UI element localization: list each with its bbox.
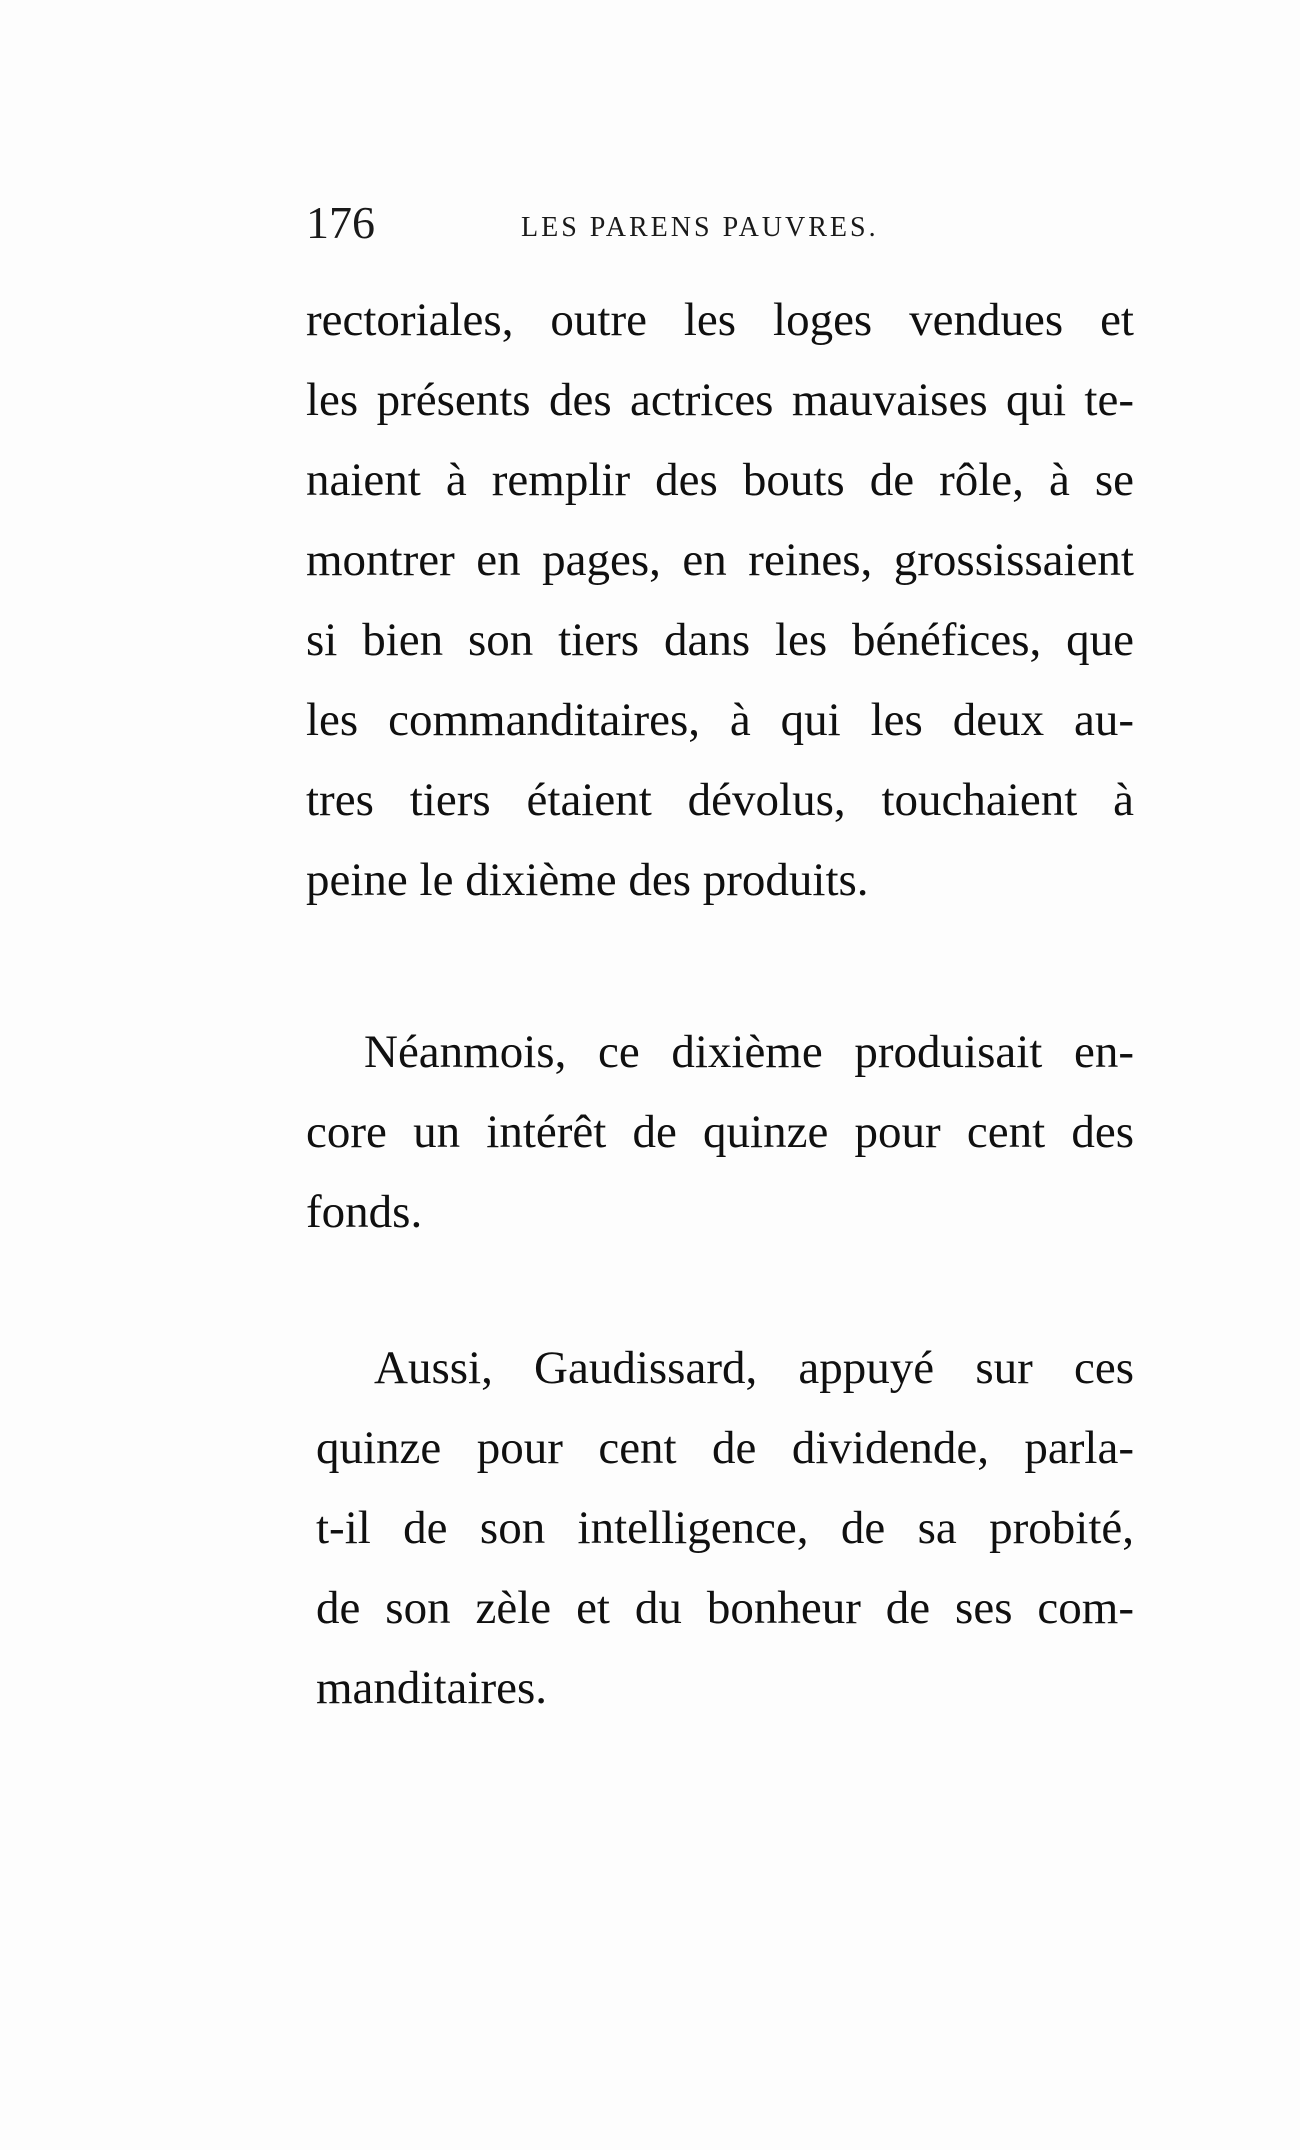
text-line: les commanditaires, à qui les deux au- [306, 694, 1134, 746]
text-line: core un intérêt de quinze pour cent des [306, 1106, 1134, 1158]
paragraph-1 [306, 280, 1134, 920]
text-line: fonds. [306, 1186, 423, 1238]
text-line: les présents des actrices mauvaises qui te- [306, 374, 1134, 426]
running-title: LES PARENS PAUVRES. [521, 212, 879, 243]
text-line: tres tiers étaient dévolus, touchaient à [306, 774, 1134, 826]
running-head [306, 198, 1136, 258]
paragraph-2 [306, 1012, 1134, 1252]
text-line: si bien son tiers dans les bénéfices, que [306, 614, 1134, 666]
text-line: manditaires. [316, 1662, 548, 1714]
page-number: 176 [306, 197, 375, 248]
text-line: peine le dixième des produits. [306, 854, 869, 906]
text-line: quinze pour cent de dividende, parla- [316, 1422, 1134, 1474]
text-line: rectoriales, outre les loges vendues et [306, 294, 1134, 346]
text-line: Aussi, Gaudissard, appuyé sur ces [374, 1342, 1134, 1394]
text-line: de son zèle et du bonheur de ses com- [316, 1582, 1134, 1634]
text-line: t-il de son intelligence, de sa probité, [316, 1502, 1134, 1554]
paragraph-3 [316, 1328, 1134, 1728]
text-line: Néanmois, ce dixième produisait en- [364, 1026, 1134, 1078]
text-line: montrer en pages, en reines, grossissaient [306, 534, 1134, 586]
text-line: naient à remplir des bouts de rôle, à se [306, 454, 1134, 506]
